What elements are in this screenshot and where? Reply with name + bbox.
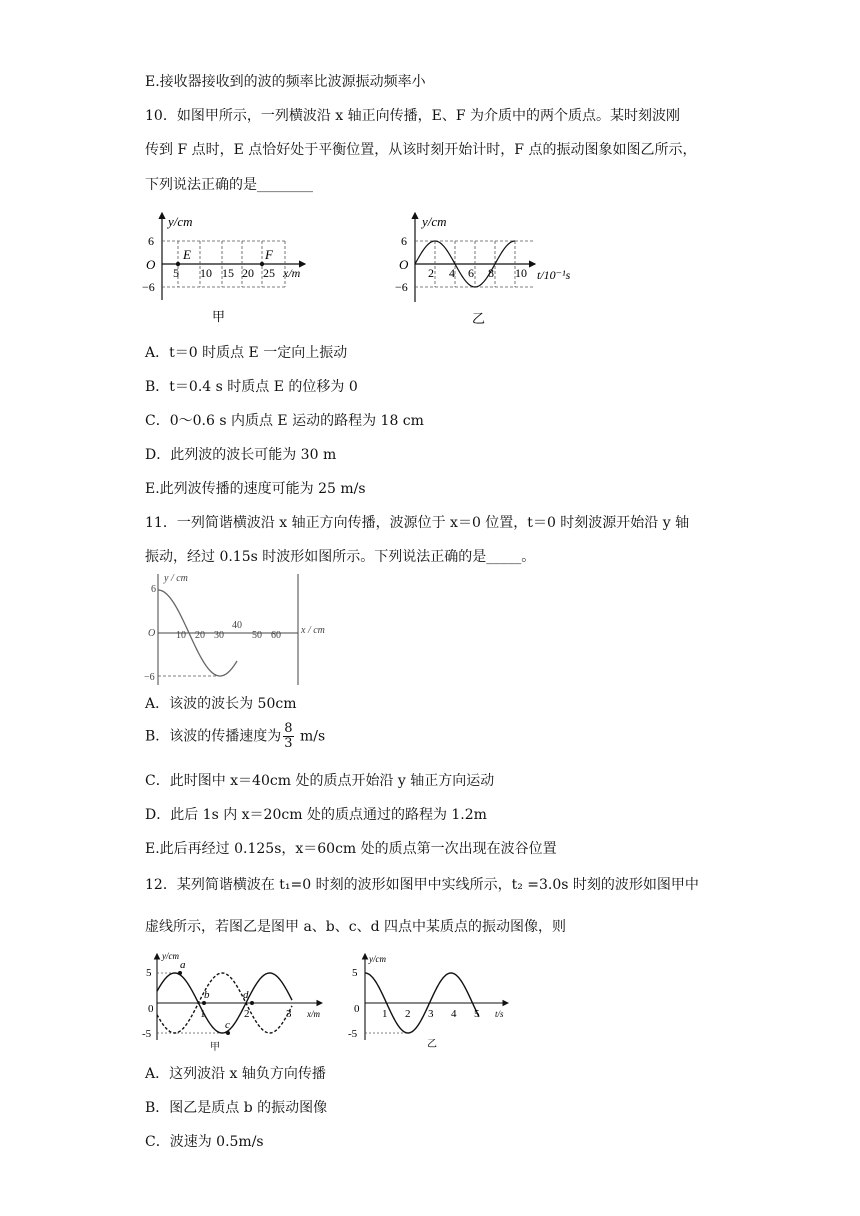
svg-text:1: 1 xyxy=(200,1008,206,1020)
svg-text:−6: −6 xyxy=(144,672,155,683)
svg-text:2: 2 xyxy=(244,1008,250,1020)
q11-option-c: C．此时图中 x＝40cm 处的质点开始沿 y 轴正方向运动 xyxy=(145,773,495,789)
q11-stem-line2: 振动，经过 0.15s 时波形如图所示。下列说法正确的是_____。 xyxy=(145,549,536,565)
caption: 乙 xyxy=(472,311,486,326)
svg-text:6: 6 xyxy=(468,266,474,280)
svg-text:30: 30 xyxy=(214,630,224,641)
svg-text:-5: -5 xyxy=(348,1028,358,1040)
svg-text:3: 3 xyxy=(428,1008,434,1020)
caption: 乙 xyxy=(427,1039,437,1050)
svg-text:50: 50 xyxy=(252,630,262,641)
q9-option-e: E.接收器接收到的波的频率比波源振动频率小 xyxy=(145,74,426,90)
svg-text:b: b xyxy=(204,989,210,1001)
q12-option-a: A．这列波沿 x 轴负方向传播 xyxy=(145,1066,326,1082)
svg-text:4: 4 xyxy=(449,266,455,280)
q12-option-b: B．图乙是质点 b 的振动图像 xyxy=(145,1100,328,1116)
svg-text:y/cm: y/cm xyxy=(162,951,179,961)
q10-stem-line3: 下列说法正确的是________ xyxy=(145,177,313,193)
svg-text:t/s: t/s xyxy=(495,1009,504,1019)
svg-text:8: 8 xyxy=(488,266,494,280)
svg-text:a: a xyxy=(180,959,186,971)
svg-text:y/cm: y/cm xyxy=(369,954,386,964)
q12-stem-line2: 虚线所示，若图乙是图甲 a、b、c、d 四点中某质点的振动图像，则 xyxy=(145,919,567,935)
svg-text:O: O xyxy=(399,257,409,272)
q10-stem-line1: 10．如图甲所示，一列横波沿 x 轴正向传播，E、F 为介质中的两个质点。某时刻波刚 xyxy=(145,108,680,124)
svg-text:0: 0 xyxy=(148,1003,154,1015)
svg-text:6: 6 xyxy=(401,234,407,248)
svg-text:O: O xyxy=(146,257,156,272)
svg-text:25: 25 xyxy=(263,266,275,280)
q10-option-a: A．t＝0 时质点 E 一定向上振动 xyxy=(145,345,348,361)
svg-text:40: 40 xyxy=(232,620,242,631)
svg-text:O: O xyxy=(148,628,156,639)
q11-option-b: B．该波的传播速度为 $\frac{8}{3}$ m/s xyxy=(145,721,326,751)
svg-text:5: 5 xyxy=(474,1008,480,1020)
svg-text:y/cm: y/cm xyxy=(422,214,447,229)
svg-text:10: 10 xyxy=(200,266,212,280)
svg-text:x/m: x/m xyxy=(307,1009,320,1019)
svg-text:2: 2 xyxy=(405,1008,411,1020)
svg-text:4: 4 xyxy=(451,1008,457,1020)
svg-text:x/m: x/m xyxy=(283,266,301,280)
svg-text:10: 10 xyxy=(176,630,186,641)
svg-text:5: 5 xyxy=(146,967,152,979)
q11-option-e: E.此后再经过 0.125s，x＝60cm 处的质点第一次出现在波谷位置 xyxy=(145,841,557,857)
svg-text:60: 60 xyxy=(271,630,281,641)
svg-text:c: c xyxy=(225,1019,230,1031)
svg-text:0: 0 xyxy=(354,1003,360,1015)
svg-text:5: 5 xyxy=(352,967,358,979)
svg-text:6: 6 xyxy=(151,584,156,595)
svg-text:−6: −6 xyxy=(395,280,408,294)
svg-text:20: 20 xyxy=(195,630,205,641)
fraction: $\frac{8}{3}$ xyxy=(284,721,293,751)
caption: 甲 xyxy=(210,1042,220,1053)
svg-text:2: 2 xyxy=(428,266,434,280)
q10-figure-yi xyxy=(395,205,595,330)
q11-figure xyxy=(140,570,340,690)
q11-stem-line1: 11．一列简谐横波沿 x 轴正方向传播，波源位于 x＝0 位置，t＝0 时刻波源开始沿 y 轴 xyxy=(145,515,690,531)
svg-text:6: 6 xyxy=(148,234,154,248)
svg-text:5: 5 xyxy=(173,266,179,280)
svg-text:1: 1 xyxy=(382,1008,388,1020)
svg-text:-5: -5 xyxy=(142,1028,152,1040)
q10-option-d: D．此列波的波长可能为 30 m xyxy=(145,447,337,463)
svg-text:10: 10 xyxy=(515,266,527,280)
svg-text:y / cm: y / cm xyxy=(164,573,188,584)
svg-text:d: d xyxy=(243,989,249,1001)
q11-option-d: D．此后 1s 内 x＝20cm 处的质点通过的路程为 1.2m xyxy=(145,807,487,823)
q10-figure-jia xyxy=(140,205,320,330)
q10-stem-line2: 传到 F 点时，E 点恰好处于平衡位置，从该时刻开始计时，F 点的振动图象如图乙所示， xyxy=(145,142,697,158)
q12-option-c: C．波速为 0.5m/s xyxy=(145,1134,264,1150)
svg-text:15: 15 xyxy=(222,266,234,280)
svg-text:x / cm: x / cm xyxy=(301,625,325,636)
q10-option-e: E.此列波传播的速度可能为 25 m/s xyxy=(145,481,366,497)
q10-option-b: B．t＝0.4 s 时质点 E 的位移为 0 xyxy=(145,379,358,395)
caption: 甲 xyxy=(212,309,226,324)
q11-option-a: A．该波的波长为 50cm xyxy=(145,696,297,712)
q12-stem-line1: 12．某列简谐横波在 t₁=0 时刻的波形如图甲中实线所示，t₂ =3.0s 时刻的波形如图甲中 xyxy=(145,877,699,893)
y-axis-label: y/cm xyxy=(168,214,193,229)
q12-figure-jia xyxy=(140,950,340,1055)
svg-text:20: 20 xyxy=(242,266,254,280)
q10-option-c: C．0～0.6 s 内质点 E 运动的路程为 18 cm xyxy=(145,413,424,429)
svg-text:F: F xyxy=(265,247,273,262)
svg-text:E: E xyxy=(183,247,191,262)
q12-figure-yi xyxy=(345,950,520,1055)
svg-text:t/10⁻¹s: t/10⁻¹s xyxy=(537,268,571,282)
svg-text:−6: −6 xyxy=(142,280,155,294)
svg-text:3: 3 xyxy=(286,1008,292,1020)
